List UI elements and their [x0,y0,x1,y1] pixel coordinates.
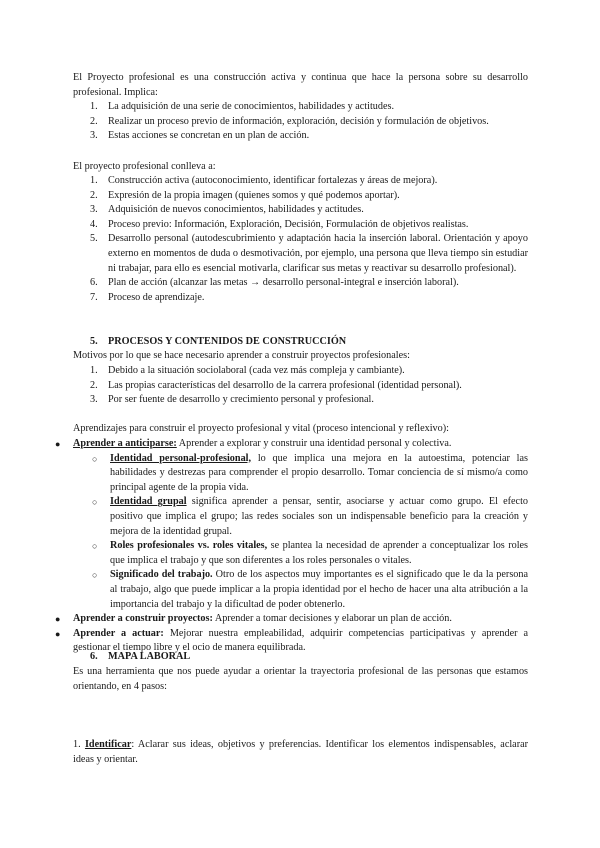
sub-bullet-item: ○ Identidad grupal significa aprender a pensar, sentir, asociarse y actuar como grupo. El efecto positivo que implica el grupo; las redes sociales son un indispensable beneficio para la creación y mejora de la identidad grupal. [92,496,529,537]
list-item: 1. La adquisición de una serie de conocimientos, habilidades y actitudes. [90,101,395,112]
conlleva-list [73,174,528,305]
document-page: El Proyecto profesional es una construcción activa y continua que hace la persona sobre su desarrollo profesional. Implica: 1. La adquisición de una serie de conocimientos, habilidades y actitudes. 2. Realizar un proceso previo de información, exploración, decisión y formulación de objetivos. 3. Estas acciones se concretan en un plan de acción. El proyecto profesional conlleva a: 1. Construcción activa (autoconocimiento, identificar fortalezas y áreas de mejora). 2. Expresión de la propia imagen (quienes somos y qué podemos aportar). 3. Adquisición de nuevos conocimientos, habilidades y actitudes. 4. Proceso previo: Información, Exploración, Decisión, Formulación de objetivos realistas. 5. Desarrollo personal (autodescubrimiento y adaptación hacia la inserción laboral. Orientación y apoyo externo en momentos de duda o desmotivación, por ejemplo, una persona que lleva tiempo sin estudiar ni trabajar, para ello es esencial motivarla, clarificar sus metas y reactivar su desarrollo profesional). 6. Plan de acción (alcanzar las metas → desarrollo personal-integral e inserción laboral). 7. Proceso de aprendizaje. 5. PROCESOS Y CONTENIDOS DE CONSTRUCCIÓN Motivos por lo que se hace necesario aprender a construir proyectos profesionales: 1. Debido a la situación sociolaboral (cada vez más compleja y cambiante). 2. Las propias características del desarrollo de la carrera profesional (identidad personal). 3. Por ser fuente de desarrollo y crecimiento personal y profesional. Aprendizajes para construir el proyecto profesional y vital (proceso intencional y reflexivo): ● Aprender a anticiparse: Aprender a explorar y construir una identidad personal y colectiva. ○ Identidad personal-profesional, lo que implica una mejora en la autoestima, potenciar las habilidades y destrezas para comprender el propio desarrollo. Tomar conciencia de sí mismo/a como principal agente de la propia vida. ○ Identidad grupal significa aprender a pensar, sentir, asociarse y actuar como grupo. El efecto positivo que implica el grupo; las redes sociales son un indispensable beneficio para la creación y mejora de la identidad grupal. ○ Roles profesionales vs. roles vitales, se plantea la necesidad de aprender a conceptualizar los roles que implica el trabajo y que son diferentes a los roles personales o vitales. ○ Significado del trabajo. Otro de los aspectos muy importantes es el significado que le da la persona al trabajo, algo que puede implicar a la propia identidad por el hecho de hacer una alta atribución a la importancia del trabajo y la dificultad de poder obtenerlo. ● Aprender a construir proyectos: Aprender a tomar decisiones y elaborar un plan de acción. ● Aprender a actuar: Mejorar nuestra empleabilidad, adquirir competencias participativas y aprender a gestionar el tiempo libre y el ocio de manera equilibrada. 6. MAPA LABORAL Es una herramienta que nos puede ayudar a orientar la trayectoria profesional de las personas que estamos orientando, en 4 pasos: 1. Identificar: Aclarar sus ideas, objetivos y preferencias. Identificar los elementos indispensables, aclarar ideas y orientar. [0,0,600,848]
circle-bullet-icon: ○ [92,541,98,552]
section-5-list [73,364,528,408]
list-item: 1. Construcción activa (autoconocimiento, identificar fortalezas y áreas de mejora). [90,175,438,186]
intro-paragraph: El Proyecto profesional es una construcción activa y continua que hace la persona sobre su desarrollo profesional. Implica: [73,72,528,98]
circle-bullet-icon: ○ [92,497,98,508]
intro-list [73,100,528,144]
bullet-icon: ● [55,614,61,625]
conlleva-paragraph: El proyecto profesional conlleva a: [73,161,216,172]
bullet-item: ● Aprender a anticiparse: Aprender a explorar y construir una identidad personal y colectiva. ○ Identidad personal-profesional, lo que implica una mejora en la autoestima, potenciar las habilidades y destrezas para comprender el propio desarrollo. Tomar conciencia de sí mismo/a como principal agente de la propia vida. ○ Identidad grupal significa aprender a pensar, sentir, asociarse y actuar como grupo. El efecto positivo que implica el grupo; las redes sociales son un indispensable beneficio para la creación y mejora de la identidad grupal. ○ Roles profesionales vs. roles vitales, se plantea la necesidad de aprender a conceptualizar los roles que implica el trabajo y que son diferentes a los roles personales o vitales. ○ Significado del trabajo. Otro de los aspectos muy importantes es el significado que le da la persona al trabajo, algo que puede implicar a la propia identidad por el hecho de hacer una alta atribución a la importancia del trabajo y la dificultad de poder obtenerlo. [55,437,528,612]
circle-bullet-icon: ○ [92,453,98,464]
bullet-item: ● Aprender a actuar: Mejorar nuestra empleabilidad, adquirir competencias participativas y aprender a gestionar el tiempo libre y el ocio de manera equilibrada. [55,627,528,654]
list-item: 3. Adquisición de nuevos conocimientos, habilidades y actitudes. [90,204,364,216]
list-item: 3. Estas acciones se concretan en un plan de acción. [90,130,310,142]
list-item: 2. Las propias características del desarrollo de la carrera profesional (identidad personal). [90,379,462,391]
aprendizajes-list [55,437,528,656]
list-item: 7. Proceso de aprendizaje. [90,291,205,303]
list-item: 3. Por ser fuente de desarrollo y crecimiento personal y profesional. [90,394,374,406]
list-item: 1. Debido a la situación sociolaboral (cada vez más compleja y cambiante). [90,365,405,376]
circle-bullet-icon: ○ [92,570,98,581]
list-item: 4. Proceso previo: Información, Exploración, Decisión, Formulación de objetivos realistas. [90,218,469,230]
sub-list [73,452,528,613]
list-item: 6. Plan de acción (alcanzar las metas → desarrollo personal-integral e inserción laboral). [90,277,459,289]
sub-bullet-item: ○ Roles profesionales vs. roles vitales, se plantea la necesidad de aprender a conceptualizar los roles que implica el trabajo y que son diferentes a los roles personales o vitales. [92,540,529,566]
list-item: 5. Desarrollo personal (autodescubrimiento y adaptación hacia la inserción laboral. Orientación y apoyo externo en momentos de duda o desmotivación, por ejemplo, una persona que lleva tiempo sin estudiar ni trabajar, para ello es esencial motivarla, clarificar sus metas y reactivar su desarrollo profesional). [90,233,528,274]
aprendizajes-paragraph: Aprendizajes para construir el proyecto profesional y vital (proceso intencional y reflexivo): [73,423,449,434]
bullet-icon: ● [55,628,61,639]
list-item: 2. Realizar un proceso previo de información, exploración, decisión y formulación de objetivos. [90,115,489,127]
section-5-paragraph: Motivos por lo que se hace necesario aprender a construir proyectos profesionales: [73,350,410,361]
list-item: 2. Expresión de la propia imagen (quienes somos y qué podemos aportar). [90,189,400,201]
sub-bullet-item: ○ Identidad personal-profesional, lo que implica una mejora en la autoestima, potenciar las habilidades y destrezas para comprender el propio desarrollo. Tomar conciencia de sí mismo/a como principal agente de la propia vida. [92,452,528,493]
step-1-paragraph: 1. Identificar: Aclarar sus ideas, objetivos y preferencias. Identificar los elementos indispensables, aclarar ideas y orientar. [73,739,529,765]
bullet-item: ● Aprender a construir proyectos: Aprender a tomar decisiones y elaborar un plan de acción. [55,612,528,627]
bullet-icon: ● [55,439,61,449]
sub-bullet-item: ○ Significado del trabajo. Otro de los aspectos muy importantes es el significado que le da la persona al trabajo, algo que puede implicar a la propia identidad por el hecho de hacer una alta atribución a la importancia del trabajo y la dificultad de poder obtenerlo. [92,569,528,610]
section-6-paragraph: Es una herramienta que nos puede ayudar a orientar la trayectoria profesional de las personas que estamos orientando, en 4 pasos: [73,666,528,692]
